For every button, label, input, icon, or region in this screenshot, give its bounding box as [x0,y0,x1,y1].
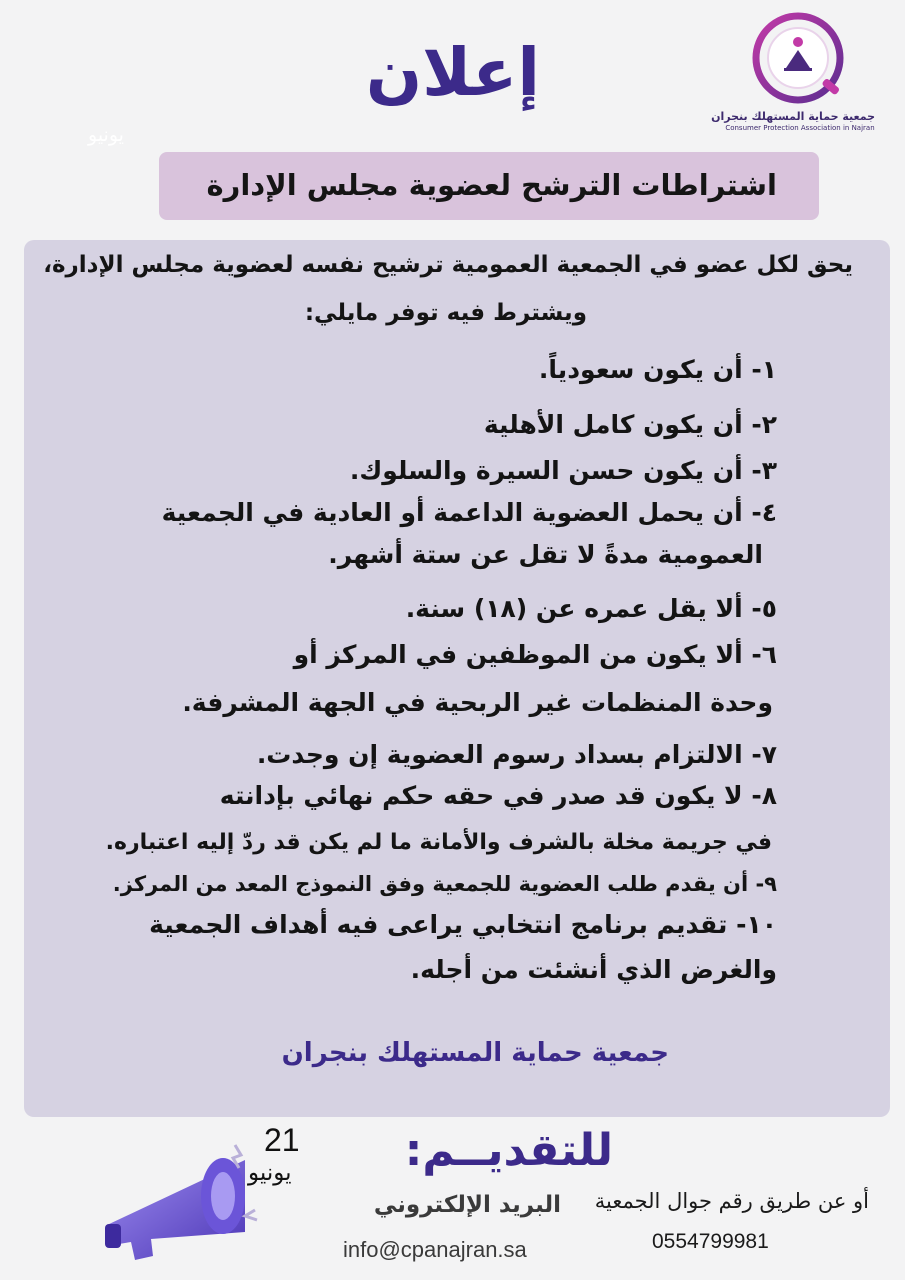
email-label: البريد الإلكتروني [373,1192,561,1218]
association-signature: جمعية حماية المستهلك بنجران [281,1038,669,1068]
deadline-day: 21 [264,1122,300,1158]
condition-6: ٦- ألا يكون من الموظفين في المركز أو [293,640,777,669]
sound-wave-icon [535,30,650,88]
condition-10-cont: والغرض الذي أنشئت من أجله. [410,955,777,984]
faded-month-label: يونيو [88,124,124,146]
title-banner [159,152,819,220]
intro-line-2: ويشترط فيه توفر مايلي: [304,300,587,326]
condition-10: ١٠- تقديم برنامج انتخابي يراعى فيه أهداف الجمعية [149,910,777,939]
intro-line-1: يحق لكل عضو في الجمعية العمومية ترشيح نفسه لعضوية مجلس الإدارة، [43,252,853,278]
condition-4: ٤- أن يحمل العضوية الداعمة أو العادية في الجمعية [161,498,777,527]
condition-4-cont: العمومية مدةً لا تقل عن ستة أشهر. [328,540,763,569]
apply-label: للتقديــم: [404,1125,613,1176]
consumer-protection-logo-icon [750,10,850,110]
announcement-headline: إعلان [365,34,540,111]
condition-6-cont: وحدة المنظمات غير الربحية في الجهة المشرفة. [182,688,773,717]
condition-7: ٧- الالتزام بسداد رسوم العضوية إن وجدت. [256,740,777,769]
megaphone-icon [95,1140,260,1275]
condition-3: ٣- أن يكون حسن السيرة والسلوك. [349,456,777,485]
condition-5: ٥- ألا يقل عمره عن (١٨) سنة. [405,594,777,623]
sound-wave-icon [240,38,375,110]
condition-8: ٨- لا يكون قد صدر في حقه حكم نهائي بإدانته [219,781,777,810]
logo-name-english: Consumer Protection Association in Najran [725,124,875,132]
page-title: اشتراطات الترشح لعضوية مجلس الإدارة [206,168,777,202]
email-address[interactable]: info@cpanajran.sa [343,1237,527,1262]
association-logo [711,10,875,135]
logo-name-arabic: جمعية حماية المستهلك بنجران [711,110,875,123]
deadline-month: يونيو [248,1160,292,1186]
phone-label: أو عن طريق رقم جوال الجمعية [594,1189,869,1213]
condition-1: ١- أن يكون سعودياً. [538,355,777,384]
condition-2: ٢- أن يكون كامل الأهلية [483,410,777,439]
condition-9: ٩- أن يقدم طلب العضوية للجمعية وفق النموذج المعد من المركز. [112,872,777,896]
phone-number[interactable]: 0554799981 [652,1230,769,1253]
condition-8-cont: في جريمة مخلة بالشرف والأمانة ما لم يكن قد ردّ إليه اعتباره. [105,830,772,855]
